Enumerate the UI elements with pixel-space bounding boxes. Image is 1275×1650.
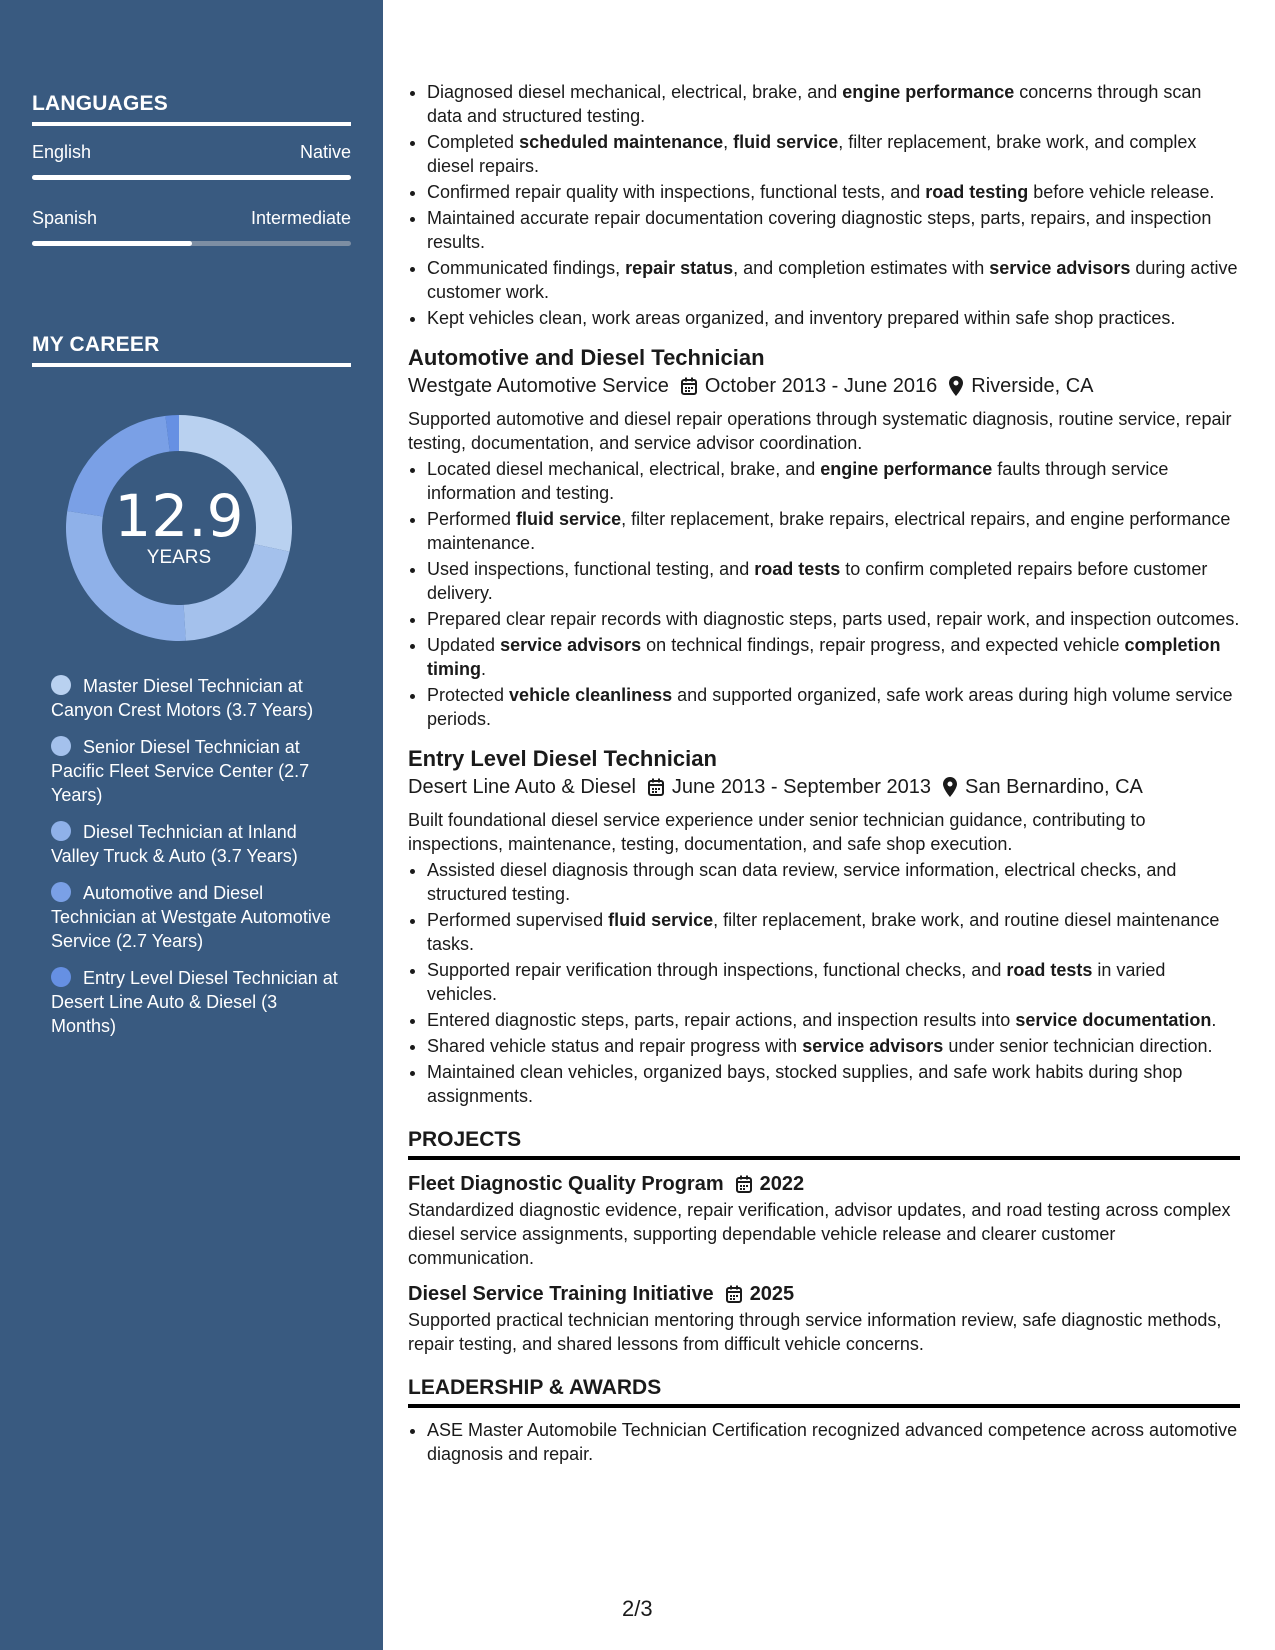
career-legend-text: Diesel Technician at Inland Valley Truck & Auto (3.7 Years): [51, 822, 298, 866]
project-year: 2025: [749, 1283, 795, 1305]
bullet-item: [427, 507, 1240, 555]
job-description: Built foundational diesel service experience under senior technician guidance, contributing to inspections, maintenance, testing, documentation, and safe shop execution.: [408, 810, 1146, 854]
project-title-row: [408, 1280, 1240, 1308]
project-title: Diesel Service Training Initiative: [408, 1283, 714, 1305]
job-description: Supported automotive and diesel repair operations through systematic diagnosis, routine service, repair testing, documentation, and service advisor coordination.: [408, 409, 1232, 453]
language-name: Spanish: [32, 208, 98, 228]
location-pin-icon: [943, 777, 957, 797]
career-legend-item: [51, 735, 341, 807]
bullet-text: Confirmed repair quality with inspections, functional tests, and: [427, 182, 926, 202]
bold-keyword: engine performance: [820, 459, 993, 479]
bullet-text: Updated: [427, 635, 501, 655]
total-years-value: 12.9: [114, 482, 244, 550]
bullet-text: before vehicle release.: [1028, 182, 1215, 202]
main-content: [408, 80, 1240, 1468]
languages-section: [32, 92, 351, 246]
bullet-text: , filter replacement, brake repairs, electrical repairs, and engine performance maintenance.: [427, 509, 1231, 553]
bullet-text: Assisted diesel diagnosis through scan data review, service information, electrical checks, and structured testing.: [427, 860, 1177, 904]
bold-keyword: vehicle cleanliness: [509, 685, 673, 705]
project-title-row: [408, 1170, 1240, 1198]
language-list: [32, 142, 351, 246]
sidebar: [0, 0, 383, 1650]
language-row: [32, 208, 351, 229]
bullet-text: Performed: [427, 509, 517, 529]
career-legend: [51, 674, 341, 1051]
bullet-text: Maintained clean vehicles, organized bays, stocked supplies, and safe work habits during shop assignments.: [427, 1062, 1183, 1106]
awards-heading: LEADERSHIP & AWARDS: [408, 1374, 1240, 1408]
legend-dot-icon: [51, 967, 71, 987]
project-list: [408, 1170, 1240, 1356]
bold-keyword: fluid service: [733, 132, 839, 152]
bullet-text: Used inspections, functional testing, and: [427, 559, 755, 579]
bullet-text: Prepared clear repair records with diagnostic steps, parts used, repair work, and inspection outcomes.: [427, 609, 1240, 629]
bullet-text: to confirm completed repairs before customer delivery.: [427, 559, 1208, 603]
bullet-item: [427, 858, 1240, 906]
career-legend-item: [51, 881, 341, 953]
awards-list: [408, 1418, 1240, 1466]
job-title: Entry Level Diesel Technician: [408, 746, 717, 771]
bullet-item: [427, 1034, 1240, 1058]
language-proficiency-fill: [32, 241, 192, 246]
job-dates: June 2013 - September 2013: [671, 776, 931, 798]
bullet-text: concerns through scan data and structured testing.: [427, 82, 1202, 126]
bullet-text: Protected: [427, 685, 510, 705]
bullet-item: [427, 607, 1240, 631]
company-name: Westgate Automotive Service: [408, 375, 669, 397]
bullet-item: [427, 80, 1240, 128]
calendar-icon: [648, 778, 664, 796]
language-proficiency-bar: [32, 175, 351, 180]
project-description: Supported practical technician mentoring through service information review, safe diagnostic methods, repair testing, and shared lessons from difficult vehicle concerns.: [408, 1310, 1222, 1354]
bold-keyword: completion timing: [427, 635, 1221, 679]
language-name: English: [32, 142, 92, 162]
bullet-text: , filter replacement, brake work, and complex diesel repairs.: [427, 132, 1197, 176]
career-legend-text: Entry Level Diesel Technician at Desert Line Auto & Diesel (3 Months): [51, 968, 338, 1036]
bullet-text: Kept vehicles clean, work areas organized, and inventory prepared within safe shop practices.: [427, 308, 1176, 328]
calendar-icon: [726, 1285, 742, 1303]
job-meta: [408, 775, 1240, 799]
bullet-text: in varied vehicles.: [427, 960, 1166, 1004]
career-legend-item: [51, 820, 341, 868]
bullet-item: [427, 180, 1240, 204]
job-bullet-list: [408, 858, 1240, 1108]
job-entry: [408, 745, 1240, 1108]
bold-keyword: road tests: [1006, 960, 1093, 980]
legend-dot-icon: [51, 882, 71, 902]
bullet-text: Completed: [427, 132, 520, 152]
job-title: Automotive and Diesel Technician: [408, 345, 765, 370]
career-section: [32, 333, 351, 367]
bullet-text: Supported repair verification through inspections, functional checks, and: [427, 960, 1007, 980]
job-list: [408, 344, 1240, 1108]
career-legend-text: Automotive and Diesel Technician at Westgate Automotive Service (2.7 Years): [51, 883, 331, 951]
language-proficiency-bar: [32, 241, 351, 246]
bold-keyword: road testing: [925, 182, 1029, 202]
bullet-item: [427, 633, 1240, 681]
bullet-text: Maintained accurate repair documentation covering diagnostic steps, parts, repairs, and inspection results.: [427, 208, 1212, 252]
bullet-text: , and completion estimates with: [733, 258, 990, 278]
bold-keyword: fluid service: [608, 910, 714, 930]
bold-keyword: road tests: [754, 559, 841, 579]
bullet-text: Located diesel mechanical, electrical, brake, and: [427, 459, 821, 479]
career-legend-item: [51, 674, 341, 722]
bold-keyword: service advisors: [989, 258, 1131, 278]
bullet-text: under senior technician direction.: [943, 1036, 1213, 1056]
company-name: Desert Line Auto & Diesel: [408, 776, 636, 798]
career-heading: MY CAREER: [32, 333, 351, 367]
bullet-item: [427, 557, 1240, 605]
job-entry: [408, 344, 1240, 731]
language-proficiency-fill: [32, 175, 351, 180]
legend-dot-icon: [51, 821, 71, 841]
bullet-text: faults through service information and testing.: [427, 459, 1169, 503]
bullet-text: , filter replacement, brake work, and routine diesel maintenance tasks.: [427, 910, 1220, 954]
job-meta: [408, 374, 1240, 398]
bold-keyword: service advisors: [802, 1036, 944, 1056]
donut-center: [66, 415, 292, 641]
career-legend-text: Senior Diesel Technician at Pacific Fleet Service Center (2.7 Years): [51, 737, 310, 805]
project-description: Standardized diagnostic evidence, repair verification, advisor updates, and road testing across complex diesel service assignments, supporting dependable vehicle release and clearer customer communication.: [408, 1200, 1231, 1268]
bullet-text: Performed supervised: [427, 910, 609, 930]
bullet-text: ASE Master Automobile Technician Certification recognized advanced competence across automotive diagnosis and repair.: [427, 1420, 1238, 1464]
bullet-text: .: [1211, 1010, 1217, 1030]
calendar-icon: [736, 1175, 752, 1193]
bold-keyword: service documentation: [1015, 1010, 1212, 1030]
bullet-text: Communicated findings,: [427, 258, 626, 278]
job-dates: October 2013 - June 2016: [704, 375, 938, 397]
bullet-text: during active customer work.: [427, 258, 1238, 302]
bullet-text: Shared vehicle status and repair progress with: [427, 1036, 803, 1056]
bullet-item: [427, 1060, 1240, 1108]
bullet-item: [427, 457, 1240, 505]
job-bullet-list: [408, 457, 1240, 731]
projects-heading: PROJECTS: [408, 1126, 1240, 1160]
bullet-item: [427, 958, 1240, 1006]
bullet-item: [427, 1008, 1240, 1032]
career-legend-text: Master Diesel Technician at Canyon Crest Motors (3.7 Years): [51, 676, 314, 720]
bold-keyword: fluid service: [516, 509, 622, 529]
bullet-text: .: [481, 659, 487, 679]
bullet-text: and supported organized, safe work areas during high volume service periods.: [427, 685, 1233, 729]
bullet-item: [427, 130, 1240, 178]
bullet-item: [427, 306, 1240, 330]
bold-keyword: repair status: [625, 258, 734, 278]
language-level: Native: [299, 142, 351, 162]
job-location: San Bernardino, CA: [964, 776, 1143, 798]
bold-keyword: service advisors: [500, 635, 642, 655]
bullet-text: Diagnosed diesel mechanical, electrical, brake, and: [427, 82, 843, 102]
bullet-item: [427, 1418, 1240, 1466]
legend-dot-icon: [51, 675, 71, 695]
languages-heading: LANGUAGES: [32, 92, 351, 126]
bullet-text: ,: [723, 132, 734, 152]
project-title: Fleet Diagnostic Quality Program: [408, 1173, 724, 1195]
project-year: 2022: [759, 1173, 805, 1195]
legend-dot-icon: [51, 736, 71, 756]
bullet-text: Entered diagnostic steps, parts, repair actions, and inspection results into: [427, 1010, 1016, 1030]
language-level: Intermediate: [250, 208, 351, 228]
bullet-item: [427, 256, 1240, 304]
intro-bullet-list: [408, 80, 1240, 330]
years-label: YEARS: [146, 547, 212, 568]
bullet-text: on technical findings, repair progress, and expected vehicle: [641, 635, 1125, 655]
page-number: 2/3: [622, 1596, 653, 1621]
calendar-icon: [681, 377, 697, 395]
job-location: Riverside, CA: [971, 375, 1094, 397]
location-pin-icon: [949, 376, 963, 396]
bold-keyword: engine performance: [842, 82, 1015, 102]
bullet-item: [427, 206, 1240, 254]
bold-keyword: scheduled maintenance: [519, 132, 724, 152]
career-donut-chart: [66, 415, 292, 641]
bullet-item: [427, 908, 1240, 956]
career-legend-item: [51, 966, 341, 1038]
bullet-item: [427, 683, 1240, 731]
language-row: [32, 142, 351, 163]
